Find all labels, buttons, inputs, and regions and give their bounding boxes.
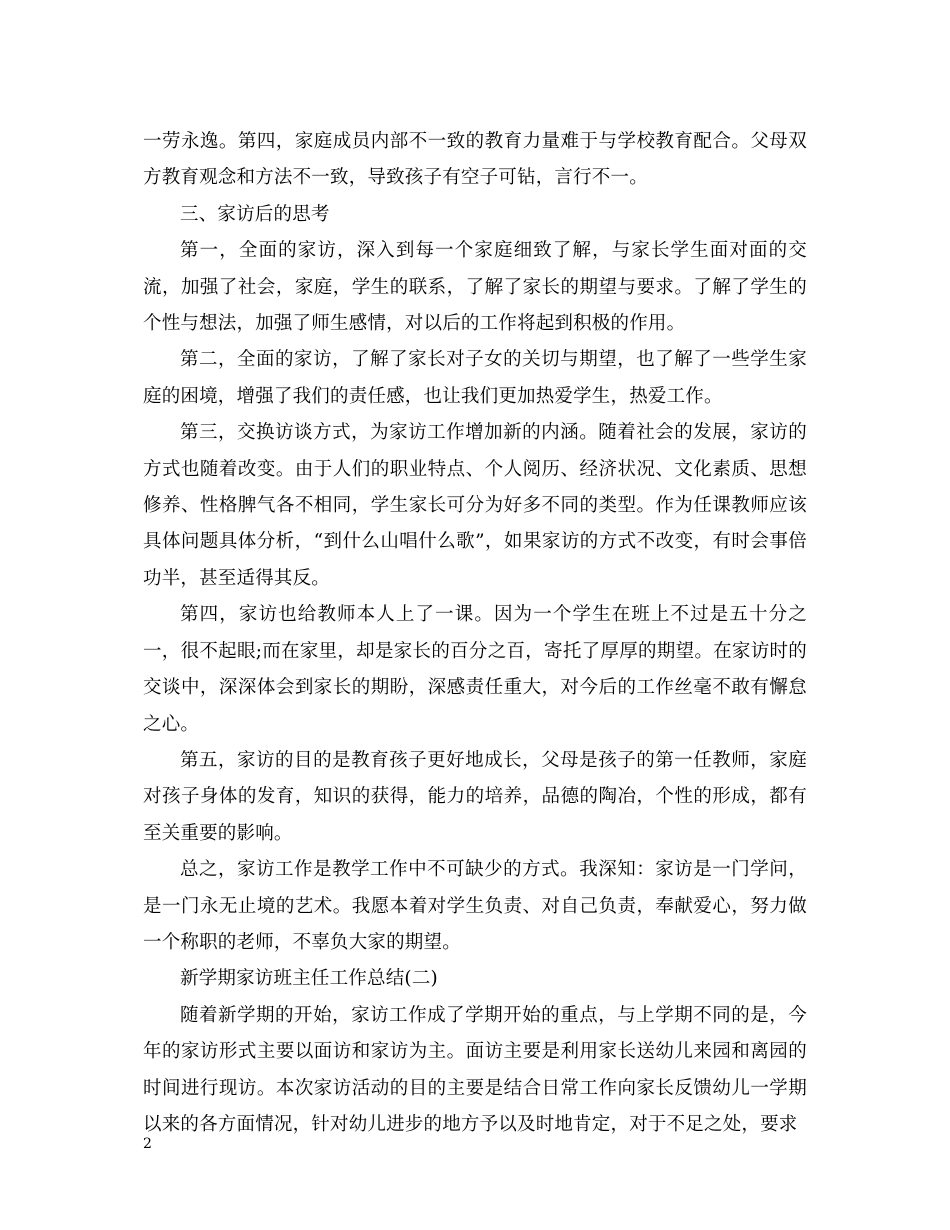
section-heading: 三、家访后的思考 bbox=[180, 203, 330, 225]
paragraph-conclusion: 总之，家访工作是教学工作中不可缺少的方式。我深知：家访是一门学问，是一门永无止境的艺术。我愿本着对学生负责、对自己负责，奉献爱心，努力做一个称职的老师，不辜负大家的期望。 bbox=[143, 859, 807, 953]
paragraph: 第四，家访也给教师本人上了一课。因为一个学生在班上不过是五十分之一，很不起眼;而在家里，却是家长的百分之百，寄托了厚厚的期望。在家访时的交谈中，深深体会到家长的期盼，深感责任重大，对今后的工作丝毫不敢有懈怠之心。 bbox=[143, 604, 807, 735]
paragraph-continuation: 一劳永逸。第四，家庭成员内部不一致的教育力量难于与学校教育配合。父母双方教育观念和方法不一致，导致孩子有空子可钻，言行不一。 bbox=[143, 131, 807, 189]
paragraph: 第三，交换访谈方式，为家访工作增加新的内涵。随着社会的发展，家访的方式也随着改变。由于人们的职业特点、个人阅历、经济状况、文化素质、思想修养、性格脾气各不相同，学生家长可分为好多不同的类型。作为任课教师应该具体问题具体分析，“到什么山唱什么歌”，如果家访的方式不改变，有时会事倍功半，甚至适得其反。 bbox=[143, 422, 807, 589]
document-subtitle: 新学期家访班主任工作总结(二) bbox=[180, 968, 438, 990]
paragraph: 第二，全面的家访，了解了家长对子女的关切与期望，也了解了一些学生家庭的困境，增强了我们的责任感，也让我们更加热爱学生，热爱工作。 bbox=[143, 349, 807, 407]
paragraph: 第一，全面的家访，深入到每一个家庭细致了解，与家长学生面对面的交流，加强了社会，家庭，学生的联系，了解了家长的期望与要求。了解了学生的个性与想法，加强了师生感情，对以后的工作将起到积极的作用。 bbox=[143, 240, 807, 335]
page-body bbox=[143, 124, 807, 1143]
paragraph: 随着新学期的开始，家访工作成了学期开始的重点，与上学期不同的是，今年的家访形式主要以面访和家访为主。面访主要是利用家长送幼儿来园和离园的时间进行现访。本次家访活动的目的主要是结合日常工作向家长反馈幼儿一学期以来的各方面情况，针对幼儿进步的地方予以及时地肯定，对于不足之处，要求 bbox=[143, 1004, 807, 1135]
paragraph: 第五，家访的目的是教育孩子更好地成长，父母是孩子的第一任教师，家庭对孩子身体的发育，知识的获得，能力的培养，品德的陶冶，个性的形成，都有至关重要的影响。 bbox=[143, 749, 807, 844]
page-number: 2 bbox=[143, 1136, 152, 1152]
